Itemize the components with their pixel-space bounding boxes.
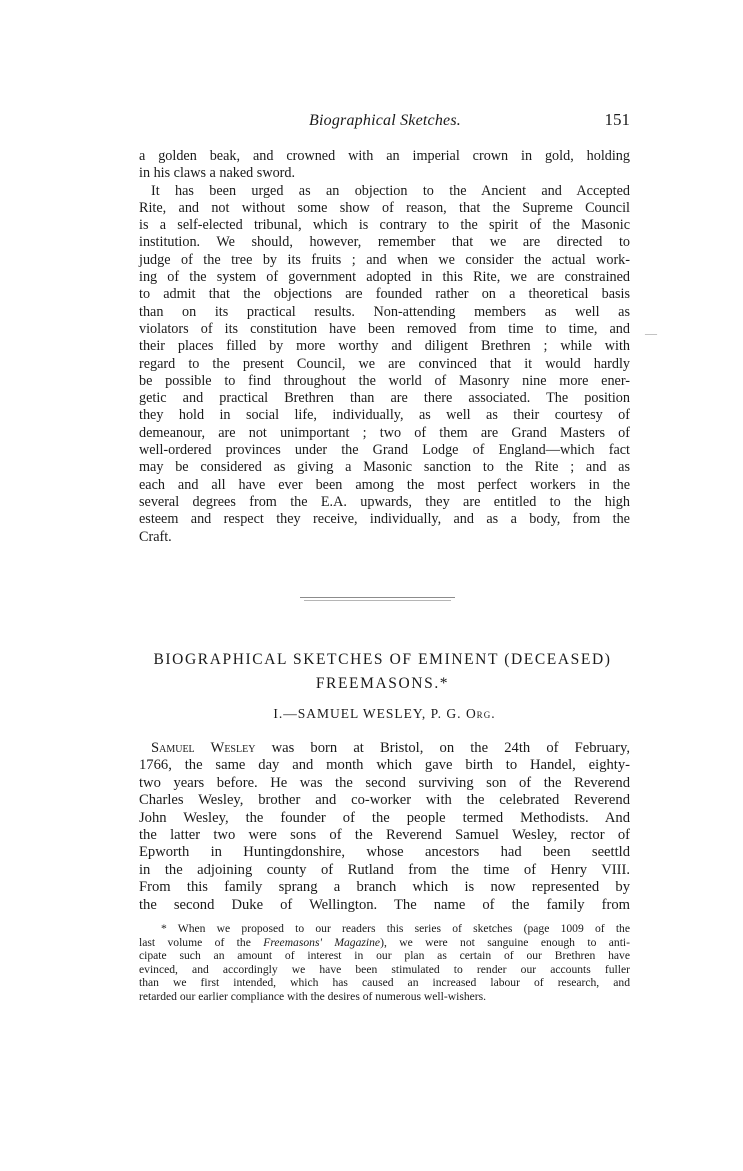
text-line: demeanour, are not unimportant ; two of them are Grand Masters of xyxy=(139,424,630,441)
article-subtitle xyxy=(139,706,630,722)
text-line: their places filled by more worthy and diligent Brethren ; while with xyxy=(139,338,630,355)
text-line: two years before. He was the second surviving son of the Reverend xyxy=(139,774,630,791)
footnote-line xyxy=(139,936,630,950)
text-line: well-ordered provinces under the Grand Lodge of England—which fact xyxy=(139,442,630,459)
subtitle-prefix: I.—SAMUEL WESLEY, P. G. xyxy=(273,706,466,721)
text-line: esteem and respect they receive, individually, and as a body, from the xyxy=(139,511,630,528)
text-fragment: last volume of the xyxy=(139,935,264,949)
text-line: ing of the system of government adopted in this Rite, we are constrained xyxy=(139,269,630,286)
section-divider xyxy=(300,597,455,598)
magazine-title: Freemasons' Magazine xyxy=(263,935,381,949)
text-line: Craft. xyxy=(139,528,172,545)
margin-mark: — xyxy=(645,326,657,340)
text-line: violators of its constitution have been removed from time to time, and xyxy=(139,320,630,337)
text-line: may be considered as giving a Masonic sanction to the Rite ; and as xyxy=(139,459,630,476)
text-line: getic and practical Brethren than are there associated. The position xyxy=(139,390,630,407)
footnote-line: cipate such an amount of interest in our plan as certain of our Brethren have xyxy=(139,949,630,963)
text-line: 1766, the same day and month which gave birth to Handel, eighty- xyxy=(139,757,630,774)
running-title: Biographical Sketches. xyxy=(309,112,461,129)
page-number: 151 xyxy=(604,110,630,129)
paragraph-continued xyxy=(139,148,630,183)
text-line: they hold in social life, individually, as well as their courtesy of xyxy=(139,407,630,424)
text-line: the latter two were sons of the Reverend Samuel Wesley, rector of xyxy=(139,826,630,843)
text-line: each and all have ever been among the most perfect workers in the xyxy=(139,476,630,493)
footnote-line: * When we proposed to our readers this series of sketches (page 1009 of the xyxy=(161,922,630,935)
article-title-line-2: FREEMASONS.* xyxy=(315,675,450,692)
text-line: From this family sprang a branch which is now represented by xyxy=(139,879,630,896)
text-line: the second Duke of Wellington. The name of the family from xyxy=(139,896,630,913)
text-line: regard to the present Council, we are convinced that it would hardly xyxy=(139,355,630,372)
text-line: John Wesley, the founder of the people termed Methodists. And xyxy=(139,809,630,826)
footnote-line: retarded our earlier compliance with the desires of numerous well-wishers. xyxy=(139,989,487,1003)
paragraph-samuel-wesley xyxy=(139,740,630,914)
section-divider-underline xyxy=(304,600,451,601)
text-line: is a self-elected tribunal, which is contrary to the spirit of the Masonic xyxy=(139,217,630,234)
text-line: Charles Wesley, brother and co-worker with the celebrated Reverend xyxy=(139,792,630,809)
text-line: in the adjoining county of Rutland from the time of Henry VIII. xyxy=(139,861,630,878)
text-line: several degrees from the E.A. upwards, they are entitled to the high xyxy=(139,493,630,510)
text-line: institution. We should, however, remember that we are directed to xyxy=(139,234,630,251)
text-fragment: ), we were not sanguine enough to anti- xyxy=(380,935,630,949)
text-line: It has been urged as an objection to the Ancient and Accepted xyxy=(151,182,630,199)
footnote xyxy=(139,922,630,1004)
continuation-text xyxy=(139,148,630,546)
text-line xyxy=(139,740,630,757)
article-title xyxy=(130,648,635,696)
text-line: to admit that the objections are founded rather on a theoretical basis xyxy=(139,286,630,303)
article-body xyxy=(139,740,630,914)
text-line: be possible to find throughout the world of Masonry nine more ener- xyxy=(139,372,630,389)
footnote-line: evinced, and accordingly we have been stimulated to render our accounts fuller xyxy=(139,962,630,976)
article-title-line-1: BIOGRAPHICAL SKETCHES OF EMINENT (DECEASED) xyxy=(153,651,612,668)
text-line: Epworth in Huntingdonshire, whose ancestors had been seettld xyxy=(139,844,630,861)
paragraph-supreme-council xyxy=(139,183,630,546)
text-line: than on its practical results. Non-attending members as well as xyxy=(139,303,630,320)
footnote-line: than we first intended, which has caused an increased labour of research, and xyxy=(139,976,630,990)
text-line: a golden beak, and crowned with an imperial crown in gold, holding xyxy=(139,148,630,164)
text-fragment: was born at Bristol, on the 24th of February, xyxy=(255,740,630,756)
text-line: judge of the tree by its fruits ; and when we consider the actual work- xyxy=(139,251,630,268)
running-header xyxy=(140,112,630,136)
text-line: Rite, and not without some show of reason, that the Supreme Council xyxy=(139,199,630,216)
subtitle-suffix: Org. xyxy=(465,706,496,721)
text-line: in his claws a naked sword. xyxy=(139,165,296,182)
opening-name: Samuel Wesley xyxy=(151,740,256,756)
